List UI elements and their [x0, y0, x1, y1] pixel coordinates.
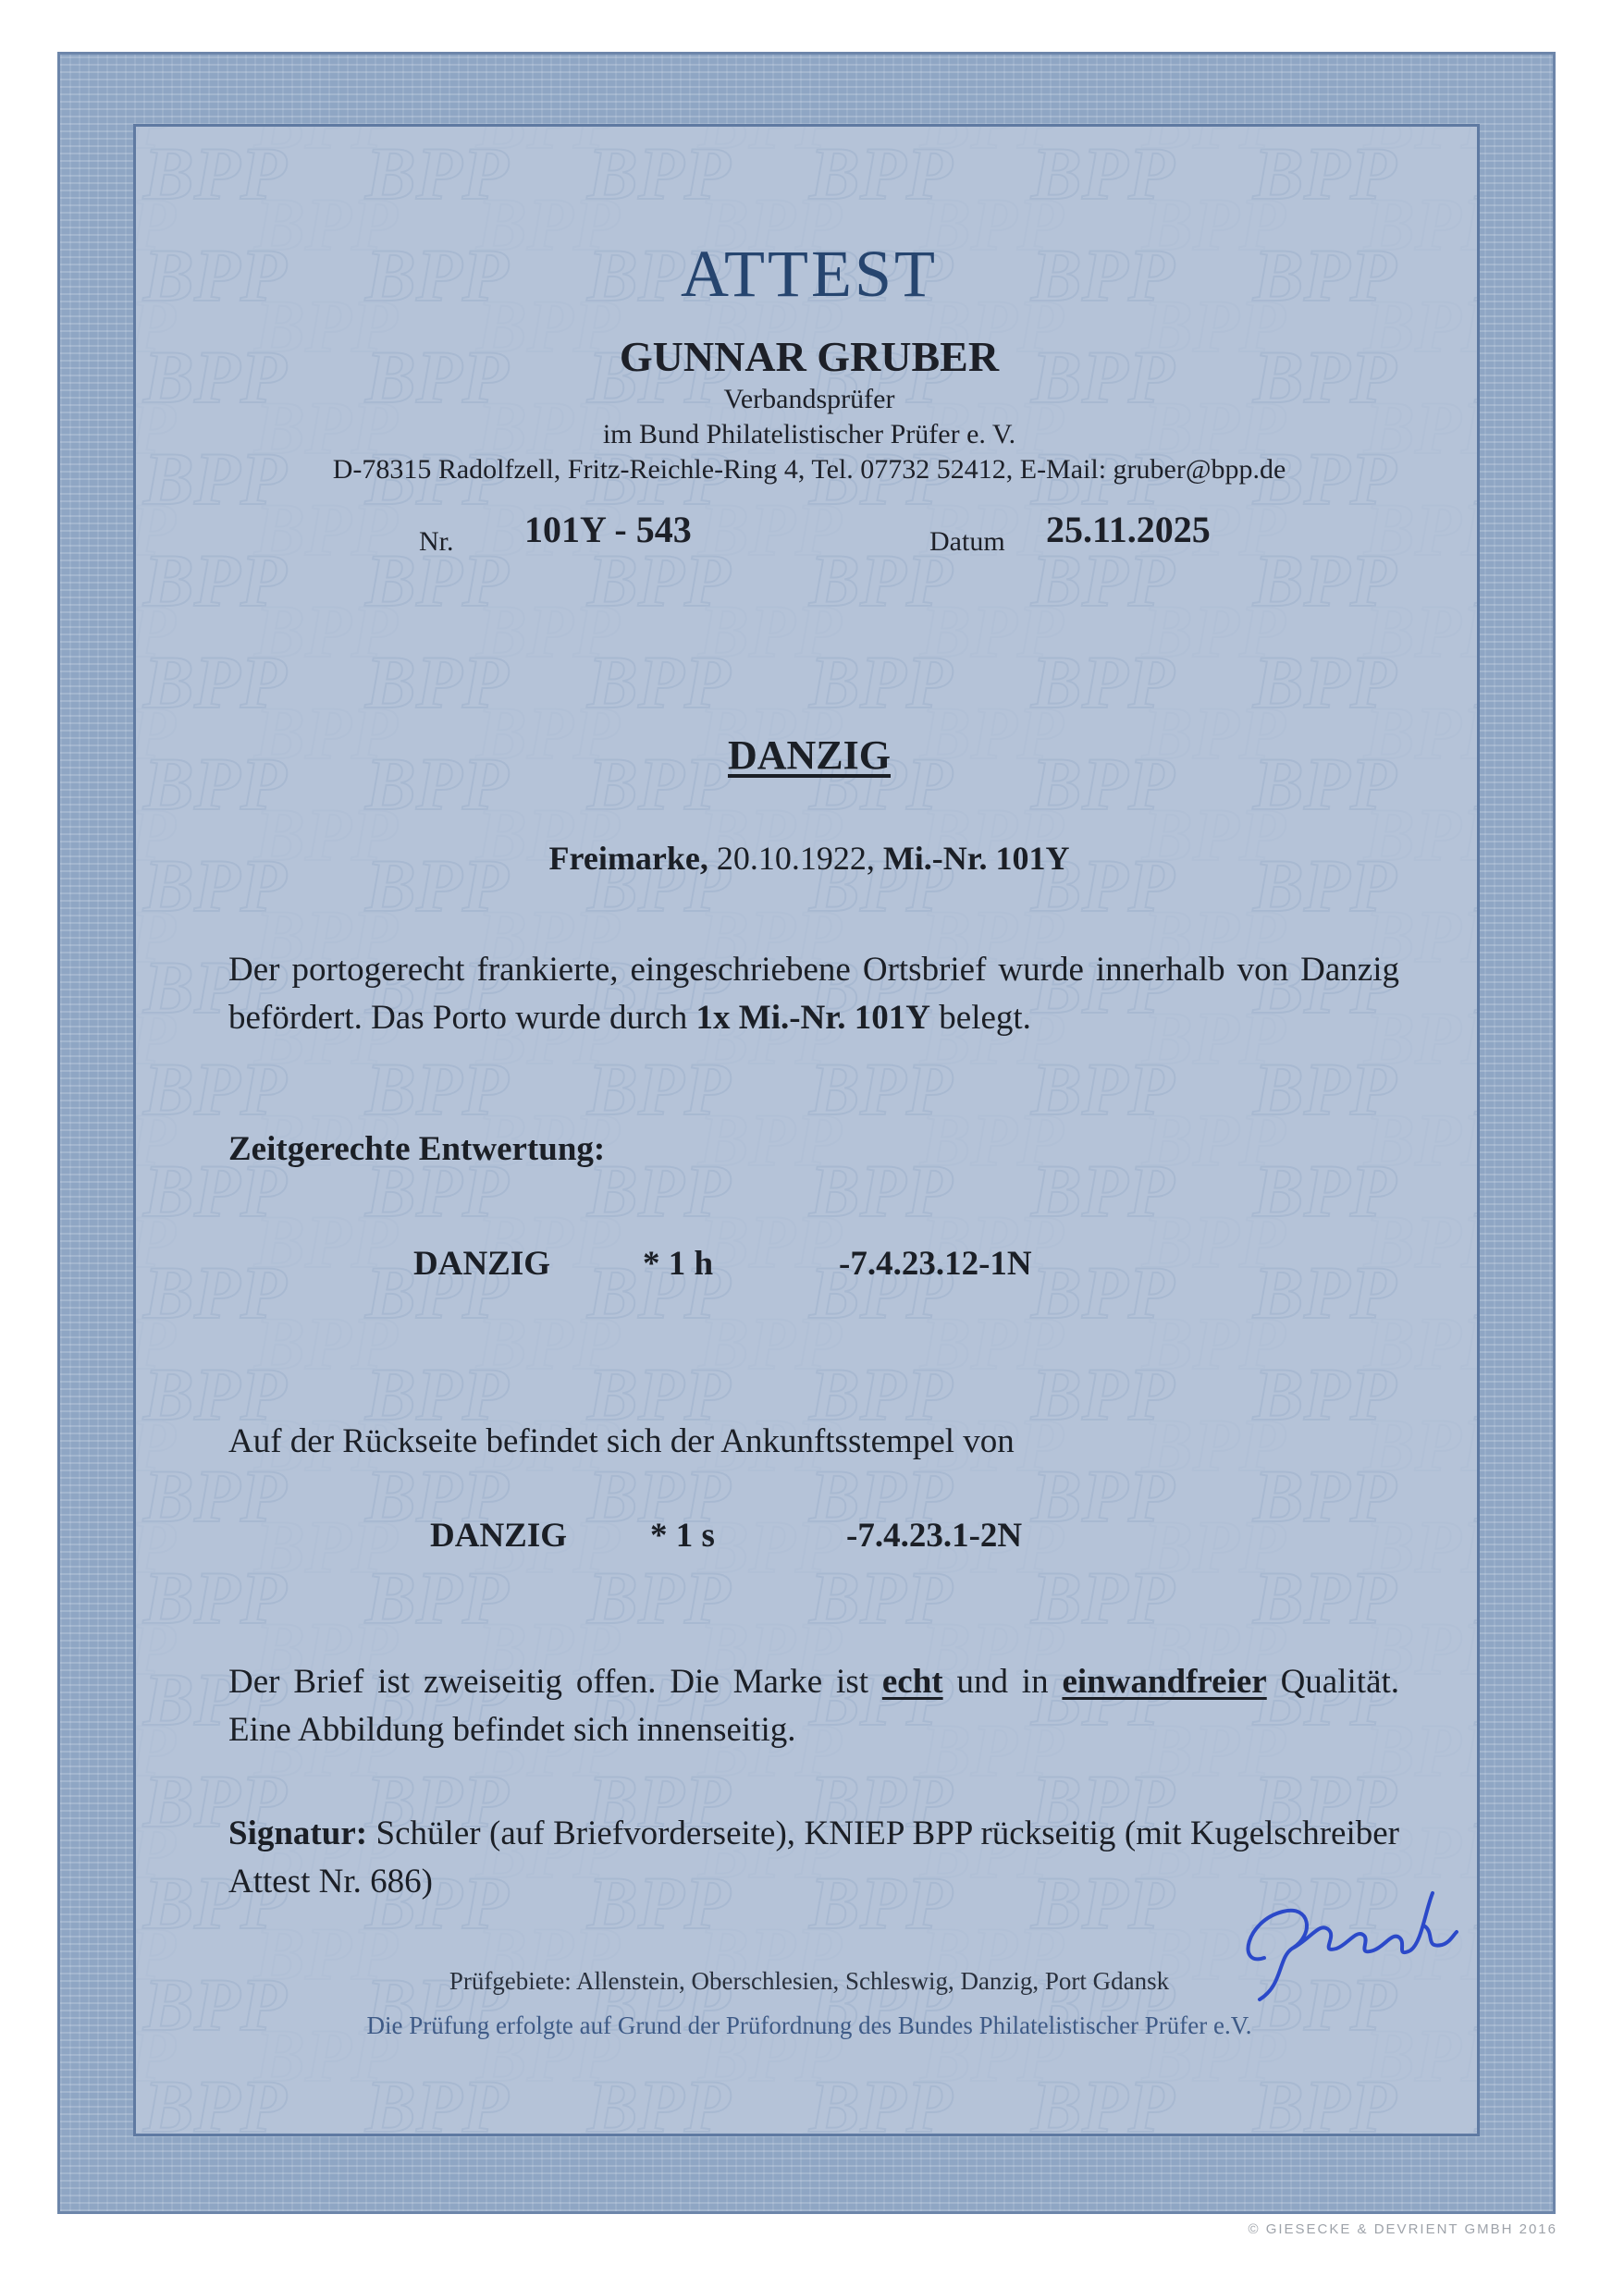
- number-label: Nr.: [419, 526, 454, 557]
- examiner-signature: [1227, 1884, 1458, 2004]
- examiner-role: Verbandsprüfer: [723, 384, 895, 414]
- examination-rule: Die Prüfung erfolgte auf Grund der Prüfordnung des Bundes Philatelistischer Prüfer e.V.: [366, 2011, 1252, 2039]
- findings-end: belegt.: [930, 999, 1031, 1037]
- cancel1-code: * 1 h: [643, 1245, 714, 1283]
- cancel1-place: DANZIG: [413, 1245, 551, 1283]
- cancel-heading: Zeitgerechte Entwertung:: [228, 1130, 606, 1168]
- country-heading: DANZIG: [727, 732, 892, 778]
- date-label: Datum: [929, 526, 1005, 557]
- quality-verdict: einwandfreier: [1062, 1663, 1267, 1701]
- cancel1-date: -7.4.23.12-1N: [839, 1245, 1032, 1283]
- condition-paragraph: [228, 1658, 1399, 1754]
- certificate-title: ATTEST: [681, 237, 938, 311]
- examiner-association: im Bund Philatelistischer Prüfer e. V.: [602, 419, 1016, 449]
- findings-text: Der portogerecht frankierte, eingeschriebene Ortsbrief wurde innerhalb von Danzig befördert. Das Porto wurde durch: [228, 951, 1399, 1037]
- stamp-catalog-number: Mi.-Nr. 101Y: [882, 840, 1070, 877]
- certificate-panel: [133, 124, 1480, 2136]
- examiner-address: D-78315 Radolfzell, Fritz-Reichle-Ring 4, Tel. 07732 52412, E-Mail: gruber@bpp.de: [332, 454, 1286, 485]
- stamp-issue-date: 20.10.1922,: [716, 840, 875, 877]
- cancel2-place: DANZIG: [430, 1517, 568, 1555]
- stamp-type: Freimarke,: [548, 840, 708, 877]
- certificate-content: [136, 127, 1480, 2136]
- stamp-description: [136, 839, 1480, 878]
- printer-copyright: © GIESECKE & DEVRIENT GMBH 2016: [1248, 2221, 1557, 2237]
- signatur-label: Signatur:: [228, 1814, 368, 1852]
- condition-text-a: Der Brief ist zweiseitig offen. Die Marke ist: [228, 1663, 882, 1701]
- certificate-date: 25.11.2025: [1046, 509, 1211, 550]
- findings-postage: 1x Mi.-Nr. 101Y: [695, 999, 931, 1037]
- cancel2-date: -7.4.23.1-2N: [846, 1517, 1023, 1555]
- condition-text-c: Qualität. Eine Abbildung befindet sich innenseitig.: [228, 1663, 1400, 1749]
- certificate-number: 101Y - 543: [524, 509, 692, 550]
- genuine-verdict: echt: [881, 1663, 943, 1701]
- signatur-text: Schüler (auf Briefvorderseite), KNIEP BPP rückseitig (mit Kugelschreiber Attest Nr. 686): [228, 1814, 1399, 1901]
- examiner-name: GUNNAR GRUBER: [619, 333, 1000, 380]
- examination-areas: Prüfgebiete: Allenstein, Oberschlesien, Schleswig, Danzig, Port Gdansk: [449, 1967, 1170, 1995]
- cancel2-code: * 1 s: [650, 1517, 715, 1555]
- arrival-text: Auf der Rückseite befindet sich der Ankunftsstempel von: [228, 1422, 1015, 1460]
- condition-text-b: und in: [942, 1663, 1063, 1701]
- findings-paragraph: [228, 946, 1399, 1042]
- signatur-paragraph: [228, 1810, 1399, 1906]
